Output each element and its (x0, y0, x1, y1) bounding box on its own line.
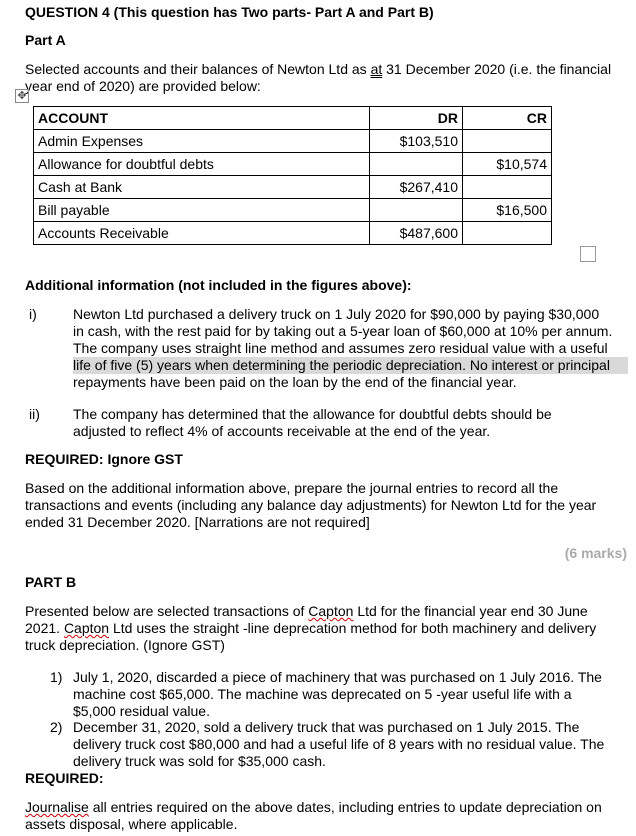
table-row (34, 222, 552, 245)
item-number: 1) (50, 669, 63, 685)
question-heading: QUESTION 4 (This question has Two parts- Part A and Part B) (25, 4, 434, 20)
account-cell: Cash at Bank (34, 176, 370, 199)
header-dr: DR (370, 107, 463, 130)
intro-line: 2021. Capton Ltd uses the straight -line deprecation method for both machinery and delivery (25, 620, 597, 636)
dr-cell: $103,510 (370, 130, 463, 153)
item-line: December 31, 2020, sold a delivery truck that was purchased on 1 July 2015. The (73, 719, 580, 735)
additional-item-2 (73, 406, 628, 440)
part-a-instructions (25, 480, 628, 531)
accounts-table (33, 106, 552, 245)
item-line: July 1, 2020, discarded a piece of machinery that was purchased on 1 July 2016. The (73, 669, 602, 685)
item-number: i) (29, 306, 37, 322)
item-line: in cash, with the rest paid for by taking out a 5-year loan of $60,000 at 10% per annum. (73, 323, 613, 339)
additional-item-1 (73, 306, 628, 391)
table-move-handle-icon[interactable]: ✥ (15, 89, 29, 103)
item-line: The company uses straight line method and assumes zero residual value with a useful (73, 340, 608, 356)
table-resize-handle[interactable] (580, 246, 596, 262)
account-cell: Bill payable (34, 199, 370, 222)
account-cell: Admin Expenses (34, 130, 370, 153)
part-a-intro: Selected accounts and their balances of Newton Ltd as at 31 December 2020 (i.e. the financial (25, 61, 612, 77)
header-cr: CR (463, 107, 552, 130)
cr-cell (463, 130, 552, 153)
cr-cell: $10,574 (463, 153, 552, 176)
header-account: ACCOUNT (34, 107, 370, 130)
item-number: ii) (29, 406, 40, 422)
dr-cell (370, 153, 463, 176)
instr-line: ended 31 December 2020. [Narrations are not required] (25, 514, 370, 530)
part-b-title: PART B (25, 574, 77, 590)
table-row (34, 199, 552, 222)
item-line: Newton Ltd purchased a delivery truck on 1 July 2020 for $90,000 by paying $30,000 (73, 306, 600, 322)
table-header-row (34, 107, 552, 130)
instr-line: transactions and events (including any balance day adjustments) for Newton Ltd for the year (25, 497, 597, 513)
cr-cell (463, 222, 552, 245)
cr-cell: $16,500 (463, 199, 552, 222)
intro-line: truck depreciation. (Ignore GST) (25, 637, 225, 653)
part-b-required: REQUIRED: (25, 770, 104, 786)
part-a-title: Part A (25, 32, 66, 48)
table-row (34, 130, 552, 153)
instr-line: Based on the additional information above, prepare the journal entries to record all the (25, 480, 559, 496)
part-b-item-1 (73, 669, 628, 720)
final-line: assets disposal, where applicable. (25, 816, 238, 832)
table-row (34, 153, 552, 176)
dr-cell (370, 199, 463, 222)
item-line: The company has determined that the allowance for doubtful debts should be (73, 406, 552, 422)
intro-line: Presented below are selected transactions of Capton Ltd for the financial year end 30 June (25, 603, 588, 619)
dr-cell: $267,410 (370, 176, 463, 199)
item-number: 2) (50, 719, 63, 735)
item-line-highlighted: life of five (5) years when determining the periodic depreciation. No interest or principal (73, 357, 628, 374)
part-b-item-2 (73, 719, 628, 770)
final-line: Journalise all entries required on the above dates, including entries to update depreciation on (25, 799, 602, 815)
cr-cell (463, 176, 552, 199)
item-line: delivery truck cost $80,000 and had a useful life of 8 years with no residual value. The (73, 736, 605, 752)
account-cell: Accounts Receivable (34, 222, 370, 245)
item-line: machine cost $65,000. The machine was deprecated on 5 -year useful life with a (73, 686, 572, 702)
dr-cell: $487,600 (370, 222, 463, 245)
additional-info-heading: Additional information (not included in the figures above): (25, 277, 412, 293)
item-line: repayments have been paid on the loan by the end of the financial year. (73, 374, 517, 390)
marks: (6 marks) (564, 545, 627, 561)
account-cell: Allowance for doubtful debts (34, 153, 370, 176)
item-line: $5,000 residual value. (73, 703, 210, 719)
item-line: adjusted to reflect 4% of accounts receivable at the end of the year. (73, 423, 491, 439)
part-a-intro-line2: year end of 2020) are provided below: (25, 78, 261, 94)
table-row (34, 176, 552, 199)
part-b-final (25, 799, 628, 833)
item-line: delivery truck was sold for $35,000 cash. (73, 753, 326, 769)
required-heading: REQUIRED: Ignore GST (25, 451, 183, 467)
part-b-intro (25, 603, 628, 654)
